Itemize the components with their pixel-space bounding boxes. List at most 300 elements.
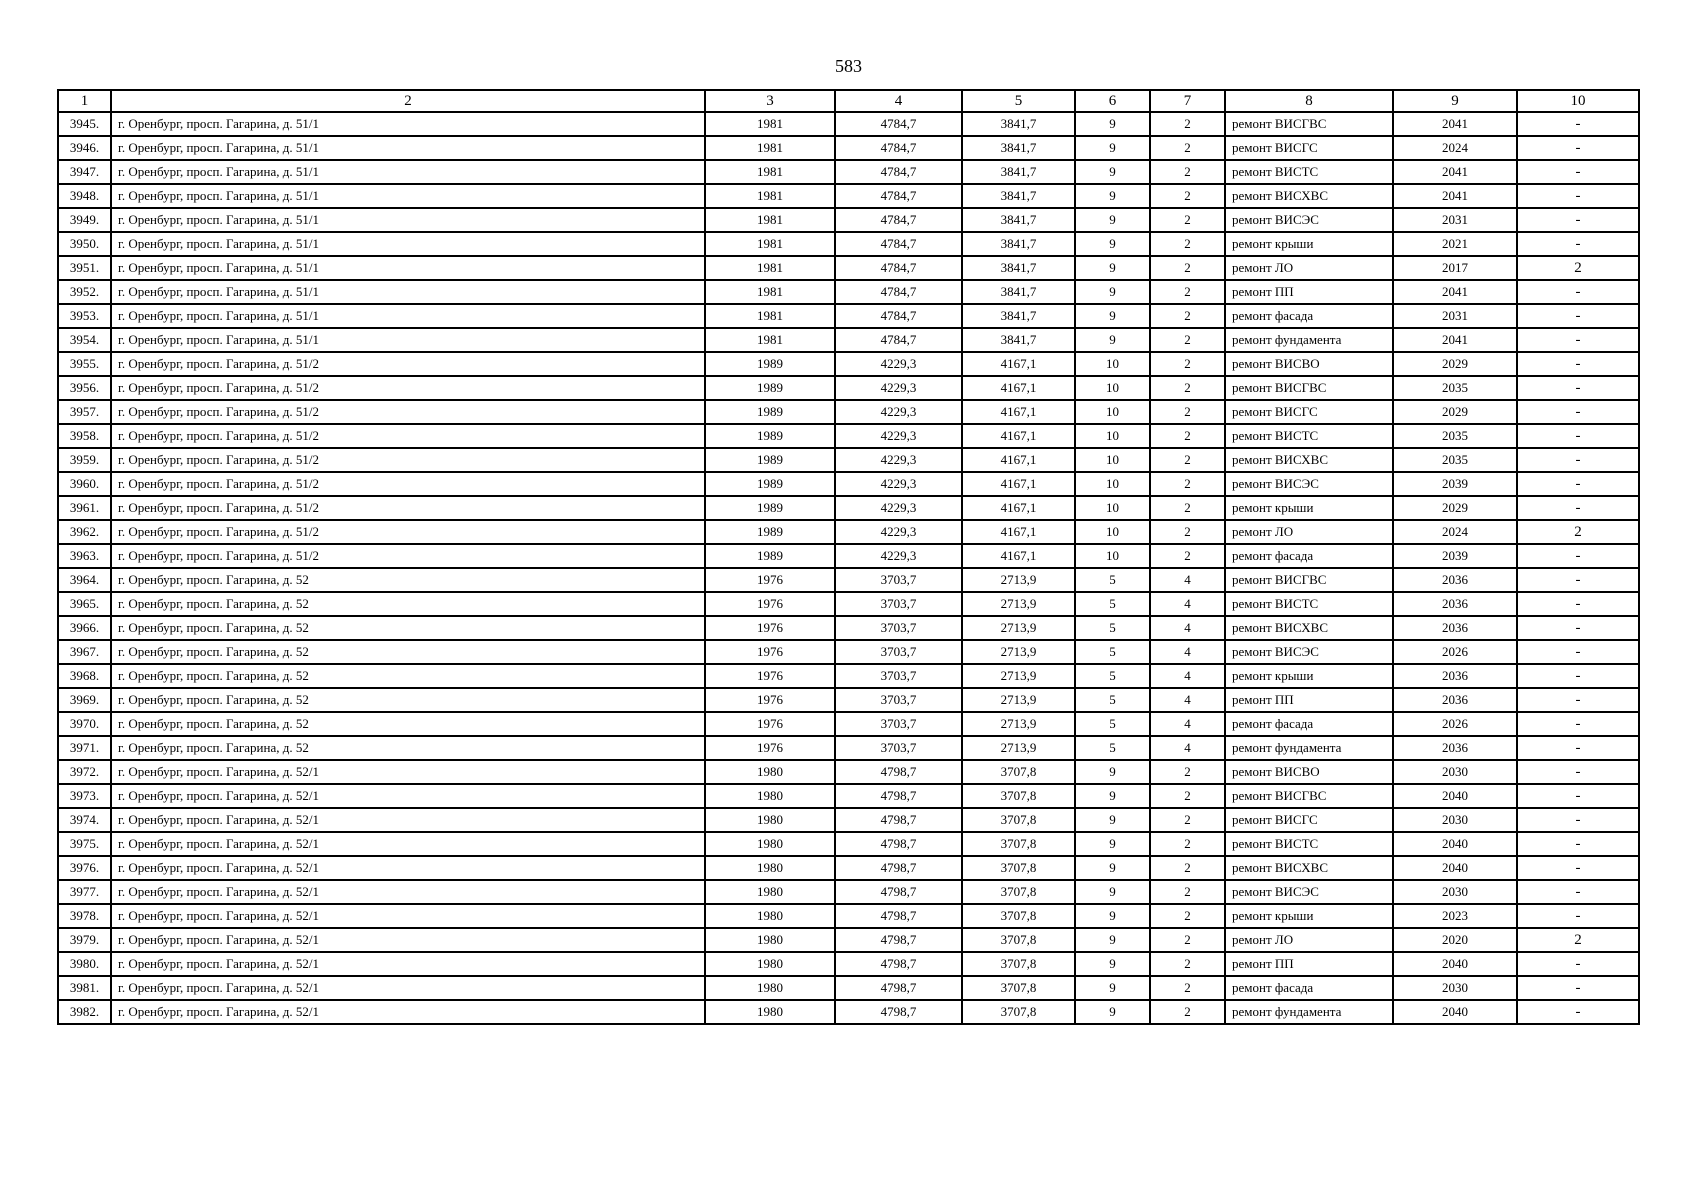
address-cell: г. Оренбург, просп. Гагарина, д. 51/1 bbox=[111, 184, 705, 208]
floors-count-cell: 9 bbox=[1075, 328, 1150, 352]
row-number-cell: 3961. bbox=[58, 496, 111, 520]
table-row bbox=[58, 208, 1639, 232]
entrances-count-cell: 2 bbox=[1150, 448, 1225, 472]
build-year-cell: 1980 bbox=[705, 976, 835, 1000]
work-type-cell: ремонт ВИСГВС bbox=[1225, 784, 1393, 808]
row-number-cell: 3976. bbox=[58, 856, 111, 880]
entrances-count-cell: 2 bbox=[1150, 472, 1225, 496]
floors-count-cell: 9 bbox=[1075, 856, 1150, 880]
planned-year-cell: 2026 bbox=[1393, 640, 1517, 664]
address-cell: г. Оренбург, просп. Гагарина, д. 51/1 bbox=[111, 256, 705, 280]
build-year-cell: 1976 bbox=[705, 568, 835, 592]
note-cell: - bbox=[1517, 952, 1639, 976]
planned-year-cell: 2041 bbox=[1393, 112, 1517, 136]
address-cell: г. Оренбург, просп. Гагарина, д. 52/1 bbox=[111, 784, 705, 808]
living-area-cell: 4167,1 bbox=[962, 496, 1075, 520]
address-cell: г. Оренбург, просп. Гагарина, д. 51/1 bbox=[111, 160, 705, 184]
row-number-cell: 3963. bbox=[58, 544, 111, 568]
row-number-cell: 3950. bbox=[58, 232, 111, 256]
floors-count-cell: 10 bbox=[1075, 496, 1150, 520]
living-area-cell: 3707,8 bbox=[962, 856, 1075, 880]
row-number-cell: 3977. bbox=[58, 880, 111, 904]
row-number-cell: 3945. bbox=[58, 112, 111, 136]
table-row bbox=[58, 256, 1639, 280]
build-year-cell: 1981 bbox=[705, 328, 835, 352]
table-row bbox=[58, 160, 1639, 184]
floors-count-cell: 5 bbox=[1075, 616, 1150, 640]
total-area-cell: 3703,7 bbox=[835, 736, 962, 760]
work-type-cell: ремонт ВИСГВС bbox=[1225, 568, 1393, 592]
note-cell: - bbox=[1517, 808, 1639, 832]
note-cell: - bbox=[1517, 856, 1639, 880]
total-area-cell: 4798,7 bbox=[835, 880, 962, 904]
build-year-cell: 1980 bbox=[705, 880, 835, 904]
note-cell: - bbox=[1517, 616, 1639, 640]
living-area-cell: 3841,7 bbox=[962, 136, 1075, 160]
work-type-cell: ремонт ЛО bbox=[1225, 520, 1393, 544]
row-number-cell: 3957. bbox=[58, 400, 111, 424]
living-area-cell: 3707,8 bbox=[962, 1000, 1075, 1024]
entrances-count-cell: 2 bbox=[1150, 544, 1225, 568]
entrances-count-cell: 2 bbox=[1150, 256, 1225, 280]
living-area-cell: 2713,9 bbox=[962, 640, 1075, 664]
living-area-cell: 3707,8 bbox=[962, 904, 1075, 928]
work-type-cell: ремонт ПП bbox=[1225, 952, 1393, 976]
work-type-cell: ремонт ВИСХВС bbox=[1225, 856, 1393, 880]
table-row bbox=[58, 112, 1639, 136]
planned-year-cell: 2039 bbox=[1393, 544, 1517, 568]
work-type-cell: ремонт крыши bbox=[1225, 496, 1393, 520]
planned-year-cell: 2017 bbox=[1393, 256, 1517, 280]
build-year-cell: 1989 bbox=[705, 496, 835, 520]
note-cell: - bbox=[1517, 544, 1639, 568]
total-area-cell: 4229,3 bbox=[835, 472, 962, 496]
floors-count-cell: 9 bbox=[1075, 160, 1150, 184]
entrances-count-cell: 4 bbox=[1150, 712, 1225, 736]
row-number-cell: 3946. bbox=[58, 136, 111, 160]
floors-count-cell: 9 bbox=[1075, 760, 1150, 784]
table-row bbox=[58, 712, 1639, 736]
planned-year-cell: 2035 bbox=[1393, 424, 1517, 448]
entrances-count-cell: 2 bbox=[1150, 160, 1225, 184]
floors-count-cell: 9 bbox=[1075, 880, 1150, 904]
address-cell: г. Оренбург, просп. Гагарина, д. 52 bbox=[111, 568, 705, 592]
total-area-cell: 4798,7 bbox=[835, 832, 962, 856]
row-number-cell: 3965. bbox=[58, 592, 111, 616]
build-year-cell: 1981 bbox=[705, 232, 835, 256]
table-row bbox=[58, 640, 1639, 664]
entrances-count-cell: 4 bbox=[1150, 616, 1225, 640]
address-cell: г. Оренбург, просп. Гагарина, д. 51/2 bbox=[111, 520, 705, 544]
address-cell: г. Оренбург, просп. Гагарина, д. 51/1 bbox=[111, 136, 705, 160]
total-area-cell: 4229,3 bbox=[835, 448, 962, 472]
note-cell: - bbox=[1517, 208, 1639, 232]
entrances-count-cell: 2 bbox=[1150, 952, 1225, 976]
floors-count-cell: 9 bbox=[1075, 1000, 1150, 1024]
floors-count-cell: 5 bbox=[1075, 736, 1150, 760]
entrances-count-cell: 2 bbox=[1150, 352, 1225, 376]
row-number-cell: 3962. bbox=[58, 520, 111, 544]
note-cell: - bbox=[1517, 160, 1639, 184]
work-type-cell: ремонт фасада bbox=[1225, 544, 1393, 568]
work-type-cell: ремонт ВИСТС bbox=[1225, 160, 1393, 184]
table-row bbox=[58, 832, 1639, 856]
row-number-cell: 3980. bbox=[58, 952, 111, 976]
note-cell: - bbox=[1517, 400, 1639, 424]
build-year-cell: 1980 bbox=[705, 1000, 835, 1024]
capital-repair-table bbox=[57, 89, 1640, 1025]
note-cell: - bbox=[1517, 112, 1639, 136]
work-type-cell: ремонт ВИСТС bbox=[1225, 832, 1393, 856]
build-year-cell: 1989 bbox=[705, 544, 835, 568]
entrances-count-cell: 2 bbox=[1150, 832, 1225, 856]
living-area-cell: 4167,1 bbox=[962, 376, 1075, 400]
table-row bbox=[58, 352, 1639, 376]
planned-year-cell: 2041 bbox=[1393, 280, 1517, 304]
build-year-cell: 1980 bbox=[705, 808, 835, 832]
work-type-cell: ремонт ЛО bbox=[1225, 256, 1393, 280]
living-area-cell: 3841,7 bbox=[962, 328, 1075, 352]
table-header-row bbox=[58, 90, 1639, 112]
entrances-count-cell: 4 bbox=[1150, 568, 1225, 592]
row-number-cell: 3967. bbox=[58, 640, 111, 664]
floors-count-cell: 9 bbox=[1075, 280, 1150, 304]
table-row bbox=[58, 928, 1639, 952]
table-row bbox=[58, 616, 1639, 640]
column-header: 3 bbox=[705, 90, 835, 112]
living-area-cell: 3707,8 bbox=[962, 760, 1075, 784]
work-type-cell: ремонт ПП bbox=[1225, 688, 1393, 712]
living-area-cell: 3841,7 bbox=[962, 232, 1075, 256]
work-type-cell: ремонт ВИСГВС bbox=[1225, 112, 1393, 136]
row-number-cell: 3974. bbox=[58, 808, 111, 832]
build-year-cell: 1989 bbox=[705, 400, 835, 424]
living-area-cell: 3841,7 bbox=[962, 112, 1075, 136]
planned-year-cell: 2030 bbox=[1393, 880, 1517, 904]
build-year-cell: 1989 bbox=[705, 376, 835, 400]
build-year-cell: 1976 bbox=[705, 592, 835, 616]
row-number-cell: 3952. bbox=[58, 280, 111, 304]
floors-count-cell: 10 bbox=[1075, 424, 1150, 448]
column-header: 9 bbox=[1393, 90, 1517, 112]
address-cell: г. Оренбург, просп. Гагарина, д. 51/2 bbox=[111, 400, 705, 424]
row-number-cell: 3970. bbox=[58, 712, 111, 736]
planned-year-cell: 2039 bbox=[1393, 472, 1517, 496]
living-area-cell: 2713,9 bbox=[962, 664, 1075, 688]
entrances-count-cell: 2 bbox=[1150, 424, 1225, 448]
row-number-cell: 3964. bbox=[58, 568, 111, 592]
build-year-cell: 1980 bbox=[705, 784, 835, 808]
table-row bbox=[58, 784, 1639, 808]
work-type-cell: ремонт ВИСГС bbox=[1225, 808, 1393, 832]
build-year-cell: 1976 bbox=[705, 712, 835, 736]
table-row bbox=[58, 904, 1639, 928]
build-year-cell: 1989 bbox=[705, 520, 835, 544]
floors-count-cell: 10 bbox=[1075, 448, 1150, 472]
note-cell: - bbox=[1517, 184, 1639, 208]
table-row bbox=[58, 856, 1639, 880]
work-type-cell: ремонт крыши bbox=[1225, 664, 1393, 688]
note-cell: - bbox=[1517, 736, 1639, 760]
build-year-cell: 1981 bbox=[705, 304, 835, 328]
floors-count-cell: 9 bbox=[1075, 808, 1150, 832]
entrances-count-cell: 2 bbox=[1150, 904, 1225, 928]
row-number-cell: 3981. bbox=[58, 976, 111, 1000]
row-number-cell: 3979. bbox=[58, 928, 111, 952]
entrances-count-cell: 4 bbox=[1150, 664, 1225, 688]
row-number-cell: 3953. bbox=[58, 304, 111, 328]
table-body bbox=[58, 112, 1639, 1024]
entrances-count-cell: 2 bbox=[1150, 208, 1225, 232]
total-area-cell: 4784,7 bbox=[835, 232, 962, 256]
work-type-cell: ремонт ПП bbox=[1225, 280, 1393, 304]
row-number-cell: 3969. bbox=[58, 688, 111, 712]
row-number-cell: 3982. bbox=[58, 1000, 111, 1024]
living-area-cell: 2713,9 bbox=[962, 568, 1075, 592]
build-year-cell: 1989 bbox=[705, 448, 835, 472]
page-number: 583 bbox=[835, 56, 862, 76]
entrances-count-cell: 2 bbox=[1150, 880, 1225, 904]
entrances-count-cell: 2 bbox=[1150, 496, 1225, 520]
row-number-cell: 3975. bbox=[58, 832, 111, 856]
table-row bbox=[58, 808, 1639, 832]
row-number-cell: 3959. bbox=[58, 448, 111, 472]
build-year-cell: 1976 bbox=[705, 640, 835, 664]
living-area-cell: 2713,9 bbox=[962, 616, 1075, 640]
table-row bbox=[58, 136, 1639, 160]
address-cell: г. Оренбург, просп. Гагарина, д. 51/2 bbox=[111, 544, 705, 568]
floors-count-cell: 10 bbox=[1075, 472, 1150, 496]
planned-year-cell: 2021 bbox=[1393, 232, 1517, 256]
row-number-cell: 3956. bbox=[58, 376, 111, 400]
work-type-cell: ремонт ВИСХВС bbox=[1225, 184, 1393, 208]
build-year-cell: 1989 bbox=[705, 472, 835, 496]
living-area-cell: 4167,1 bbox=[962, 424, 1075, 448]
table-row bbox=[58, 568, 1639, 592]
address-cell: г. Оренбург, просп. Гагарина, д. 52 bbox=[111, 640, 705, 664]
entrances-count-cell: 2 bbox=[1150, 1000, 1225, 1024]
planned-year-cell: 2036 bbox=[1393, 736, 1517, 760]
planned-year-cell: 2040 bbox=[1393, 784, 1517, 808]
entrances-count-cell: 2 bbox=[1150, 760, 1225, 784]
table-row bbox=[58, 952, 1639, 976]
planned-year-cell: 2036 bbox=[1393, 568, 1517, 592]
note-cell: - bbox=[1517, 304, 1639, 328]
table-row bbox=[58, 424, 1639, 448]
floors-count-cell: 5 bbox=[1075, 712, 1150, 736]
planned-year-cell: 2031 bbox=[1393, 304, 1517, 328]
work-type-cell: ремонт ВИСГС bbox=[1225, 400, 1393, 424]
table-row bbox=[58, 520, 1639, 544]
build-year-cell: 1976 bbox=[705, 616, 835, 640]
total-area-cell: 4784,7 bbox=[835, 304, 962, 328]
table-row bbox=[58, 232, 1639, 256]
row-number-cell: 3978. bbox=[58, 904, 111, 928]
note-cell: - bbox=[1517, 904, 1639, 928]
floors-count-cell: 10 bbox=[1075, 520, 1150, 544]
build-year-cell: 1981 bbox=[705, 184, 835, 208]
table-row bbox=[58, 760, 1639, 784]
note-cell: 2 bbox=[1517, 256, 1639, 280]
address-cell: г. Оренбург, просп. Гагарина, д. 52/1 bbox=[111, 1000, 705, 1024]
work-type-cell: ремонт ВИСТС bbox=[1225, 592, 1393, 616]
floors-count-cell: 5 bbox=[1075, 688, 1150, 712]
total-area-cell: 4784,7 bbox=[835, 136, 962, 160]
living-area-cell: 3841,7 bbox=[962, 160, 1075, 184]
entrances-count-cell: 2 bbox=[1150, 928, 1225, 952]
total-area-cell: 4798,7 bbox=[835, 976, 962, 1000]
work-type-cell: ремонт ВИСВО bbox=[1225, 760, 1393, 784]
column-header: 6 bbox=[1075, 90, 1150, 112]
floors-count-cell: 9 bbox=[1075, 976, 1150, 1000]
living-area-cell: 2713,9 bbox=[962, 592, 1075, 616]
build-year-cell: 1981 bbox=[705, 256, 835, 280]
total-area-cell: 3703,7 bbox=[835, 640, 962, 664]
row-number-cell: 3966. bbox=[58, 616, 111, 640]
planned-year-cell: 2024 bbox=[1393, 136, 1517, 160]
entrances-count-cell: 2 bbox=[1150, 808, 1225, 832]
floors-count-cell: 5 bbox=[1075, 592, 1150, 616]
note-cell: - bbox=[1517, 592, 1639, 616]
total-area-cell: 4784,7 bbox=[835, 256, 962, 280]
table-row bbox=[58, 880, 1639, 904]
table-row bbox=[58, 472, 1639, 496]
table-row bbox=[58, 184, 1639, 208]
floors-count-cell: 10 bbox=[1075, 544, 1150, 568]
address-cell: г. Оренбург, просп. Гагарина, д. 52 bbox=[111, 664, 705, 688]
total-area-cell: 4229,3 bbox=[835, 544, 962, 568]
work-type-cell: ремонт крыши bbox=[1225, 904, 1393, 928]
planned-year-cell: 2020 bbox=[1393, 928, 1517, 952]
total-area-cell: 4229,3 bbox=[835, 520, 962, 544]
note-cell: - bbox=[1517, 688, 1639, 712]
address-cell: г. Оренбург, просп. Гагарина, д. 52 bbox=[111, 592, 705, 616]
build-year-cell: 1980 bbox=[705, 928, 835, 952]
address-cell: г. Оренбург, просп. Гагарина, д. 52/1 bbox=[111, 760, 705, 784]
total-area-cell: 3703,7 bbox=[835, 712, 962, 736]
living-area-cell: 2713,9 bbox=[962, 688, 1075, 712]
total-area-cell: 4784,7 bbox=[835, 160, 962, 184]
address-cell: г. Оренбург, просп. Гагарина, д. 52 bbox=[111, 736, 705, 760]
note-cell: - bbox=[1517, 664, 1639, 688]
planned-year-cell: 2040 bbox=[1393, 832, 1517, 856]
entrances-count-cell: 2 bbox=[1150, 328, 1225, 352]
build-year-cell: 1980 bbox=[705, 952, 835, 976]
planned-year-cell: 2040 bbox=[1393, 952, 1517, 976]
note-cell: - bbox=[1517, 1000, 1639, 1024]
floors-count-cell: 9 bbox=[1075, 832, 1150, 856]
table-row bbox=[58, 688, 1639, 712]
living-area-cell: 3841,7 bbox=[962, 280, 1075, 304]
address-cell: г. Оренбург, просп. Гагарина, д. 52/1 bbox=[111, 976, 705, 1000]
build-year-cell: 1980 bbox=[705, 832, 835, 856]
address-cell: г. Оренбург, просп. Гагарина, д. 51/2 bbox=[111, 448, 705, 472]
work-type-cell: ремонт ЛО bbox=[1225, 928, 1393, 952]
build-year-cell: 1980 bbox=[705, 904, 835, 928]
build-year-cell: 1976 bbox=[705, 736, 835, 760]
row-number-cell: 3954. bbox=[58, 328, 111, 352]
total-area-cell: 4798,7 bbox=[835, 856, 962, 880]
note-cell: - bbox=[1517, 568, 1639, 592]
build-year-cell: 1981 bbox=[705, 280, 835, 304]
note-cell: 2 bbox=[1517, 928, 1639, 952]
build-year-cell: 1976 bbox=[705, 688, 835, 712]
entrances-count-cell: 4 bbox=[1150, 640, 1225, 664]
address-cell: г. Оренбург, просп. Гагарина, д. 51/1 bbox=[111, 232, 705, 256]
table-row bbox=[58, 592, 1639, 616]
address-cell: г. Оренбург, просп. Гагарина, д. 52/1 bbox=[111, 880, 705, 904]
floors-count-cell: 9 bbox=[1075, 136, 1150, 160]
build-year-cell: 1980 bbox=[705, 760, 835, 784]
note-cell: - bbox=[1517, 712, 1639, 736]
column-header: 2 bbox=[111, 90, 705, 112]
total-area-cell: 4784,7 bbox=[835, 280, 962, 304]
table-row bbox=[58, 664, 1639, 688]
table-row bbox=[58, 976, 1639, 1000]
column-header: 10 bbox=[1517, 90, 1639, 112]
total-area-cell: 4798,7 bbox=[835, 784, 962, 808]
note-cell: - bbox=[1517, 328, 1639, 352]
work-type-cell: ремонт ВИСЭС bbox=[1225, 472, 1393, 496]
living-area-cell: 4167,1 bbox=[962, 448, 1075, 472]
floors-count-cell: 10 bbox=[1075, 376, 1150, 400]
table-row bbox=[58, 280, 1639, 304]
living-area-cell: 3841,7 bbox=[962, 208, 1075, 232]
note-cell: - bbox=[1517, 832, 1639, 856]
table-row bbox=[58, 1000, 1639, 1024]
address-cell: г. Оренбург, просп. Гагарина, д. 51/2 bbox=[111, 496, 705, 520]
address-cell: г. Оренбург, просп. Гагарина, д. 52/1 bbox=[111, 808, 705, 832]
address-cell: г. Оренбург, просп. Гагарина, д. 51/2 bbox=[111, 424, 705, 448]
entrances-count-cell: 2 bbox=[1150, 136, 1225, 160]
build-year-cell: 1980 bbox=[705, 856, 835, 880]
row-number-cell: 3958. bbox=[58, 424, 111, 448]
floors-count-cell: 9 bbox=[1075, 112, 1150, 136]
floors-count-cell: 9 bbox=[1075, 232, 1150, 256]
entrances-count-cell: 2 bbox=[1150, 976, 1225, 1000]
floors-count-cell: 9 bbox=[1075, 784, 1150, 808]
address-cell: г. Оренбург, просп. Гагарина, д. 52 bbox=[111, 712, 705, 736]
living-area-cell: 2713,9 bbox=[962, 712, 1075, 736]
row-number-cell: 3948. bbox=[58, 184, 111, 208]
address-cell: г. Оренбург, просп. Гагарина, д. 51/2 bbox=[111, 376, 705, 400]
entrances-count-cell: 2 bbox=[1150, 376, 1225, 400]
build-year-cell: 1981 bbox=[705, 112, 835, 136]
entrances-count-cell: 2 bbox=[1150, 232, 1225, 256]
entrances-count-cell: 4 bbox=[1150, 592, 1225, 616]
total-area-cell: 4798,7 bbox=[835, 928, 962, 952]
note-cell: - bbox=[1517, 640, 1639, 664]
address-cell: г. Оренбург, просп. Гагарина, д. 52/1 bbox=[111, 856, 705, 880]
work-type-cell: ремонт ВИСЭС bbox=[1225, 640, 1393, 664]
build-year-cell: 1981 bbox=[705, 208, 835, 232]
planned-year-cell: 2030 bbox=[1393, 760, 1517, 784]
note-cell: - bbox=[1517, 280, 1639, 304]
living-area-cell: 4167,1 bbox=[962, 352, 1075, 376]
floors-count-cell: 10 bbox=[1075, 400, 1150, 424]
column-header: 5 bbox=[962, 90, 1075, 112]
living-area-cell: 4167,1 bbox=[962, 544, 1075, 568]
living-area-cell: 3707,8 bbox=[962, 832, 1075, 856]
table-row bbox=[58, 448, 1639, 472]
floors-count-cell: 9 bbox=[1075, 304, 1150, 328]
total-area-cell: 3703,7 bbox=[835, 664, 962, 688]
table-row bbox=[58, 544, 1639, 568]
column-header: 1 bbox=[58, 90, 111, 112]
planned-year-cell: 2026 bbox=[1393, 712, 1517, 736]
work-type-cell: ремонт фундамента bbox=[1225, 1000, 1393, 1024]
floors-count-cell: 9 bbox=[1075, 928, 1150, 952]
